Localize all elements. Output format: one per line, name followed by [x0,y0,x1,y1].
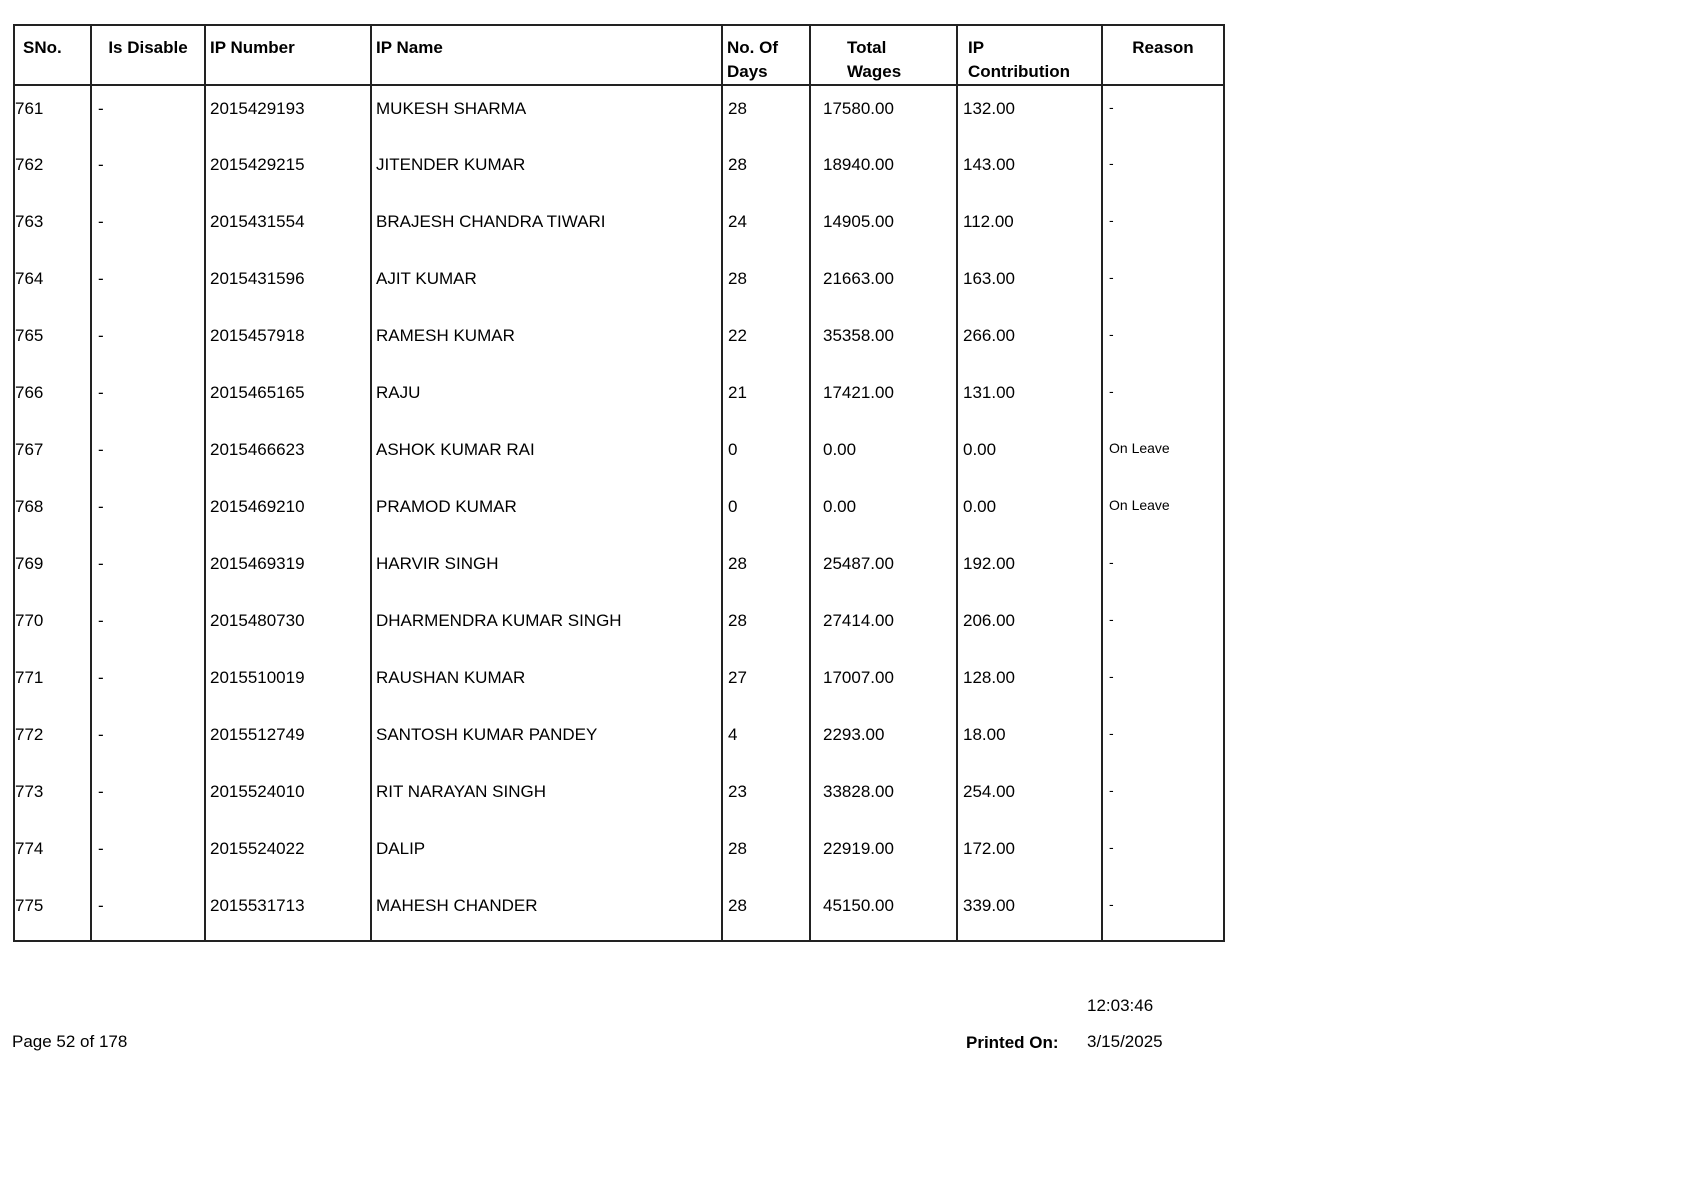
cell-days: 0 [722,427,810,484]
cell-ip-number: 2015429193 [205,85,371,142]
printed-date: 3/15/2025 [1087,1032,1163,1051]
cell-reason: - [1102,769,1224,826]
cell-sno: 771 [15,668,44,687]
header-total-wages: Total Wages [810,25,957,85]
cell-ip-number: 2015465165 [205,370,371,427]
table-row [14,370,1224,427]
cell-is-disable: - [91,655,205,712]
cell-contribution: 163.00 [957,256,1102,313]
cell-wages: 17580.00 [810,85,957,142]
cell-wages: 25487.00 [810,541,957,598]
cell-ip-name: ASHOK KUMAR RAI [371,427,722,484]
cell-contribution: 0.00 [957,427,1102,484]
cell-days: 4 [722,712,810,769]
cell-contribution: 266.00 [957,313,1102,370]
cell-ip-name: RIT NARAYAN SINGH [371,769,722,826]
cell-ip-name: MAHESH CHANDER [371,883,722,941]
cell-sno: 766 [15,383,44,402]
cell-sno: 769 [15,554,44,573]
cell-ip-name: RAMESH KUMAR [371,313,722,370]
cell-ip-number: 2015469319 [205,541,371,598]
header-is-disable: Is Disable [91,25,205,85]
cell-ip-name: RAUSHAN KUMAR [371,655,722,712]
cell-reason: - [1102,85,1224,142]
cell-reason: - [1102,826,1224,883]
cell-contribution: 132.00 [957,85,1102,142]
cell-contribution: 172.00 [957,826,1102,883]
cell-ip-number: 2015512749 [205,712,371,769]
cell-is-disable: - [91,256,205,313]
cell-wages: 35358.00 [810,313,957,370]
cell-is-disable: - [91,712,205,769]
cell-is-disable: - [91,199,205,256]
table-body [14,85,1224,941]
cell-days: 0 [722,484,810,541]
cell-reason: - [1102,313,1224,370]
table-header-row [14,25,1224,85]
cell-contribution: 206.00 [957,598,1102,655]
header-ip-name: IP Name [371,25,722,85]
cell-is-disable: - [91,826,205,883]
cell-ip-number: 2015469210 [205,484,371,541]
header-reason: Reason [1102,25,1224,85]
cell-is-disable: - [91,142,205,199]
cell-ip-name: DHARMENDRA KUMAR SINGH [371,598,722,655]
cell-is-disable: - [91,370,205,427]
cell-ip-name: MUKESH SHARMA [371,85,722,142]
cell-reason: - [1102,883,1224,941]
cell-contribution: 112.00 [957,199,1102,256]
cell-ip-number: 2015429215 [205,142,371,199]
cell-is-disable: - [91,541,205,598]
cell-days: 28 [722,256,810,313]
table-row [14,313,1224,370]
table-row [14,826,1224,883]
cell-ip-number: 2015510019 [205,655,371,712]
cell-sno: 773 [15,782,44,801]
cell-ip-number: 2015431554 [205,199,371,256]
contribution-table [13,24,1225,942]
header-ip-contribution: IP Contribution [957,25,1102,85]
cell-is-disable: - [91,598,205,655]
cell-sno: 762 [15,155,44,174]
cell-contribution: 128.00 [957,655,1102,712]
cell-days: 28 [722,541,810,598]
cell-wages: 0.00 [810,427,957,484]
cell-reason: - [1102,256,1224,313]
cell-is-disable: - [91,313,205,370]
table-row [14,199,1224,256]
cell-is-disable: - [91,883,205,941]
cell-ip-name: PRAMOD KUMAR [371,484,722,541]
cell-days: 23 [722,769,810,826]
cell-sno: 761 [15,99,44,118]
page-number: Page 52 of 178 [12,1032,128,1051]
table-row [14,883,1224,941]
cell-reason: - [1102,541,1224,598]
cell-contribution: 339.00 [957,883,1102,941]
cell-days: 28 [722,826,810,883]
table-row [14,484,1224,541]
cell-reason: - [1102,712,1224,769]
cell-ip-number: 2015531713 [205,883,371,941]
cell-reason: On Leave [1102,484,1224,541]
cell-reason: - [1102,598,1224,655]
table-row [14,769,1224,826]
cell-ip-name: BRAJESH CHANDRA TIWARI [371,199,722,256]
cell-wages: 17007.00 [810,655,957,712]
cell-ip-name: HARVIR SINGH [371,541,722,598]
cell-contribution: 143.00 [957,142,1102,199]
printed-time: 12:03:46 [1087,996,1154,1015]
cell-contribution: 192.00 [957,541,1102,598]
cell-sno: 764 [15,269,44,288]
cell-sno: 775 [15,896,44,915]
cell-days: 22 [722,313,810,370]
cell-is-disable: - [91,85,205,142]
cell-sno: 763 [15,212,44,231]
cell-ip-name: SANTOSH KUMAR PANDEY [371,712,722,769]
cell-ip-number: 2015480730 [205,598,371,655]
cell-contribution: 131.00 [957,370,1102,427]
table-row [14,541,1224,598]
cell-days: 28 [722,598,810,655]
cell-days: 27 [722,655,810,712]
cell-reason: - [1102,370,1224,427]
cell-contribution: 18.00 [957,712,1102,769]
cell-ip-name: JITENDER KUMAR [371,142,722,199]
cell-wages: 17421.00 [810,370,957,427]
cell-contribution: 254.00 [957,769,1102,826]
cell-wages: 2293.00 [810,712,957,769]
cell-ip-name: RAJU [371,370,722,427]
cell-reason: On Leave [1102,427,1224,484]
cell-ip-number: 2015524010 [205,769,371,826]
cell-wages: 21663.00 [810,256,957,313]
header-sno: SNo. [14,25,91,85]
table-row [14,655,1224,712]
table-row [14,142,1224,199]
cell-ip-number: 2015524022 [205,826,371,883]
cell-ip-name: AJIT KUMAR [371,256,722,313]
cell-ip-number: 2015457918 [205,313,371,370]
cell-ip-number: 2015431596 [205,256,371,313]
cell-sno: 765 [15,326,44,345]
cell-wages: 0.00 [810,484,957,541]
cell-sno: 768 [15,497,44,516]
printed-on-label: Printed On: [966,1033,1059,1052]
cell-days: 28 [722,883,810,941]
header-no-of-days: No. Of Days [722,25,810,85]
cell-reason: - [1102,142,1224,199]
table-row [14,256,1224,313]
cell-wages: 33828.00 [810,769,957,826]
cell-days: 28 [722,142,810,199]
header-ip-number: IP Number [205,25,371,85]
cell-reason: - [1102,655,1224,712]
cell-days: 24 [722,199,810,256]
cell-days: 21 [722,370,810,427]
cell-reason: - [1102,199,1224,256]
cell-sno: 774 [15,839,44,858]
table-row [14,598,1224,655]
cell-sno: 767 [15,440,44,459]
cell-wages: 14905.00 [810,199,957,256]
cell-contribution: 0.00 [957,484,1102,541]
cell-is-disable: - [91,484,205,541]
table-row [14,712,1224,769]
table-row [14,85,1224,142]
cell-wages: 45150.00 [810,883,957,941]
cell-days: 28 [722,85,810,142]
cell-wages: 27414.00 [810,598,957,655]
cell-is-disable: - [91,769,205,826]
table-row [14,427,1224,484]
cell-sno: 770 [15,611,44,630]
cell-wages: 22919.00 [810,826,957,883]
cell-sno: 772 [15,725,44,744]
cell-wages: 18940.00 [810,142,957,199]
cell-ip-name: DALIP [371,826,722,883]
cell-is-disable: - [91,427,205,484]
cell-ip-number: 2015466623 [205,427,371,484]
